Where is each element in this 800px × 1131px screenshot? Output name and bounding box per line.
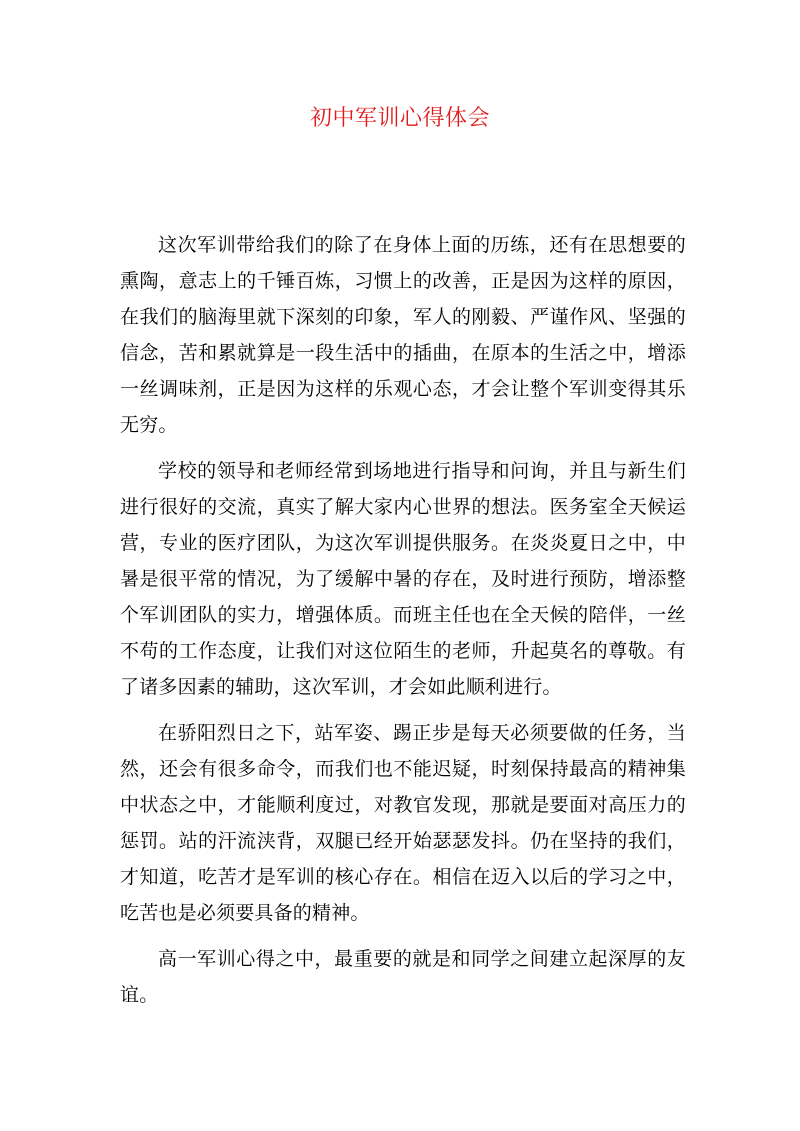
paragraph-2: 学校的领导和老师经常到场地进行指导和问询，并且与新生们进行很好的交流，真实了解大家内心世界的想法。医务室全天候运营，专业的医疗团队，为这次军训提供服务。在炎炎夏日之中，中暑是很平常的情况，为了缓解中暑的存在，及时进行预防，增添整个军训团队的实力，增强体质。而班主任也在全天候的陪伴，一丝不苟的工作态度，让我们对这位陌生的老师，升起莫名的尊敬。有了诸多因素的辅助，这次军训，才会如此顺利进行。 bbox=[120, 460, 686, 698]
document-body bbox=[120, 227, 686, 1023]
paragraph-3: 在骄阳烈日之下，站军姿、踢正步是每天必须要做的任务，当然，还会有很多命令，而我们也不能迟疑，时刻保持最高的精神集中状态之中，才能顺利度过，对教官发现，那就是要面对高压力的惩罚。站的汗流浃背，双腿已经开始瑟瑟发抖。仍在坚持的我们，才知道，吃苦才是军训的核心存在。相信在迈入以后的学习之中，吃苦也是必须要具备的精神。 bbox=[120, 722, 686, 924]
paragraph-1: 这次军训带给我们的除了在身体上面的历练，还有在思想要的熏陶，意志上的千锤百炼，习惯上的改善，正是因为这样的原因，在我们的脑海里就下深刻的印象，军人的刚毅、严谨作风、坚强的信念，苦和累就算是一段生活中的插曲，在原本的生活之中，增添一丝调味剂，正是因为这样的乐观心态，才会让整个军训变得其乐无穷。 bbox=[120, 234, 686, 436]
paragraph-4: 高一军训心得之中，最重要的就是和同学之间建立起深厚的友谊。 bbox=[120, 948, 686, 1006]
document-title: 初中军训心得体会 bbox=[309, 106, 490, 131]
